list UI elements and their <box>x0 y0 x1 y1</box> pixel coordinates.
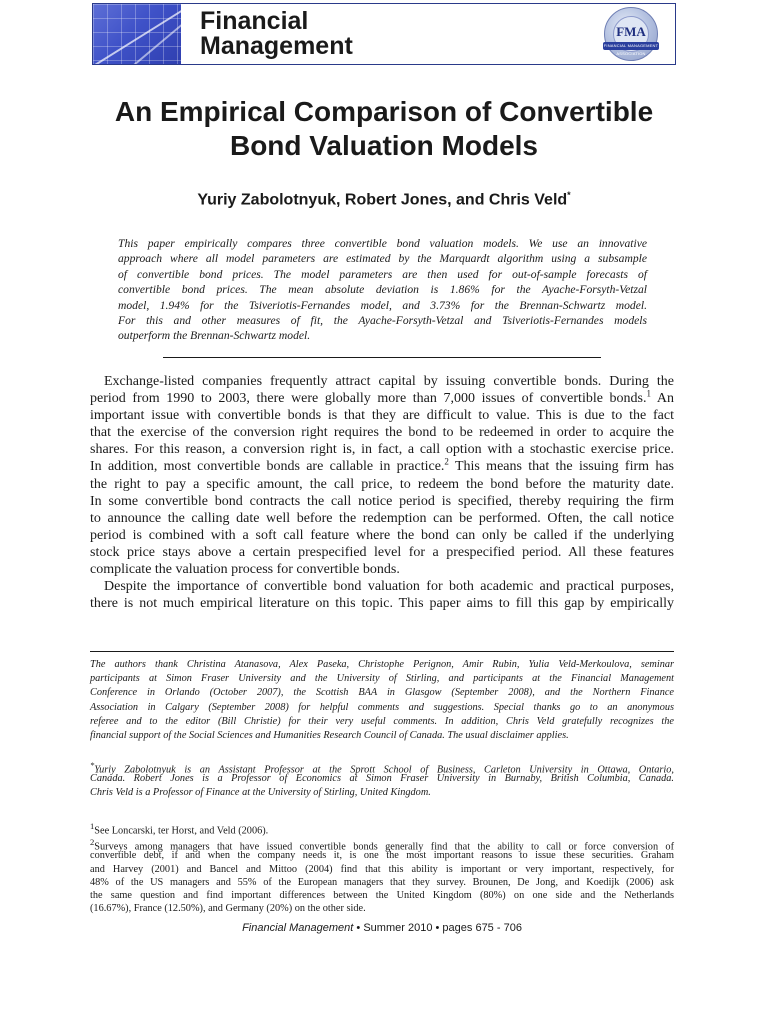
banner-graphic <box>93 4 181 64</box>
abstract: This paper empirically compares three convertible bond valuation models. We use an innovative approach where all model parameters are estimated by the Marquardt algorithm using a subsample of convertible bond prices. The model parameters are then used for out-of-sample forecasts of convertible bond prices. The mean absolute deviation is 1.86% for the Ayache-Forsyth-Vetzal model, 1.94% for the Tsiveriotis-Fernandes model, and 3.73% for the Brennan-Schwartz model. For this and other measures of fit, the Ayache-Forsyth-Vetzal and Tsiveriotis-Fernandes models outperform the Brennan-Schwartz model. <box>118 237 647 343</box>
body-line: there is not much empirical literature on this topic. This paper aims to fill this gap by empirically <box>90 596 674 612</box>
author-note-mark: * <box>567 190 571 200</box>
body-line: stock price stays above a certain prespecified level for a prespecified period. All these features <box>90 544 674 560</box>
footnote-1: $^1$See Loncarski, ter Horst, and Veld (2006). <box>90 821 269 837</box>
body-line: shares. For this reason, a conversion right is, in fact, a call option with a stochastic exercise price. <box>90 442 674 458</box>
footnote-divider <box>90 651 674 652</box>
body-line: period from 1990 to 2003, there were globally more than 7,000 issues of convertible bonds.$^1$ An <box>90 388 674 407</box>
journal-title: Financial Management <box>200 7 353 60</box>
abstract-divider <box>163 357 601 358</box>
body-line: In addition, most convertible bonds are callable in practice.$^2$ This means that the issuing firm has <box>90 456 674 475</box>
fma-logo: FMA FINANCIAL MANAGEMENT ASSOCIATION <box>601 6 661 62</box>
body-line: to announce the calling date well before the redemption can be performed. Often, the call notice <box>90 510 674 526</box>
body-line: that the exercise of the conversion right requires the bond to be redeemed in order to acquire the <box>90 425 674 441</box>
footnote-2: $^2$Surveys among managers that have issued convertible bonds generally find that the ability to call or force conversion of convertible debt, if and when the company needs it, is one the most important reasons to issue these securities. Graham and Harvey (2001) and Bancel and Mittoo (2004) find that this ability is important or very important, respectively, for 48% of the US managers and 55% of the European managers that they survey. Brounen, De Jong, and Koedijk (2006) ask the same question and find important differences between the United Kingdom (80%) on one side and the Netherlands (16.67%), France (12.50%), and Germany (20%) on the other side. <box>90 837 674 915</box>
body-text <box>90 373 674 612</box>
body-line: Despite the importance of convertible bond valuation for both academic and practical purposes, <box>104 579 674 595</box>
body-line: In some convertible bond contracts the call notice period is specified, thereby requiring the firm <box>90 493 674 509</box>
body-line: important issue with convertible bonds is that they are difficult to value. This is due to the fact <box>90 408 674 424</box>
body-line: the right to pay a specific amount, the call price, to redeem the bond before the maturity date. <box>90 476 674 492</box>
footnote-ref[interactable]: 1 <box>646 388 652 399</box>
body-line: period is combined with a soft call feature where the bond can only be called if the underlying <box>90 527 674 543</box>
acknowledgements-note: The authors thank Christina Atanasova, Alex Paseka, Christophe Perignon, Amir Rubin, Yulia Veld-Merkoulova, seminar participants at Simon Fraser University and the University of Stirling, and participants at the Financial Management Conference in Orlando (October 2007), the Scottish BAA in Glasgow (September 2008), and the Northern Finance Association in Calgary (September 2008) for helpful comments and suggestions. Special thanks go to an anonymous referee and to the editor (Bill Christie) for their very useful comments. In addition, Chris Veld gratefully recognizes the financial support of the Social Sciences and Humanities Research Council of Canada. The usual disclaimer applies. <box>90 659 674 741</box>
author-list: Yuriy Zabolotnyuk, Robert Jones, and Chris Veld* <box>197 190 571 209</box>
body-line: Exchange-listed companies frequently attract capital by issuing convertible bonds. During the <box>104 374 674 389</box>
author-affiliations-note: *Yuriy Zabolotnyuk is an Assistant Professor at the Sprott School of Business, Carleton University in Ottawa, Ontario, Canada. Robert Jones is a Professor of Economics at Simon Fraser University in Burnaby, British Columbia, Canada. Chris Veld is a Professor of Finance at the University of Stirling, United Kingdom. <box>90 760 674 799</box>
footnote-ref[interactable]: 2 <box>444 456 449 467</box>
journal-banner <box>92 3 676 65</box>
paper-title: An Empirical Comparison of Convertible Bond Valuation Models <box>114 96 654 161</box>
body-line: complicate the valuation process for convertible bonds. <box>90 562 400 578</box>
page-footer: Financial Management • Summer 2010 • pages 675 - 706 <box>242 922 522 934</box>
